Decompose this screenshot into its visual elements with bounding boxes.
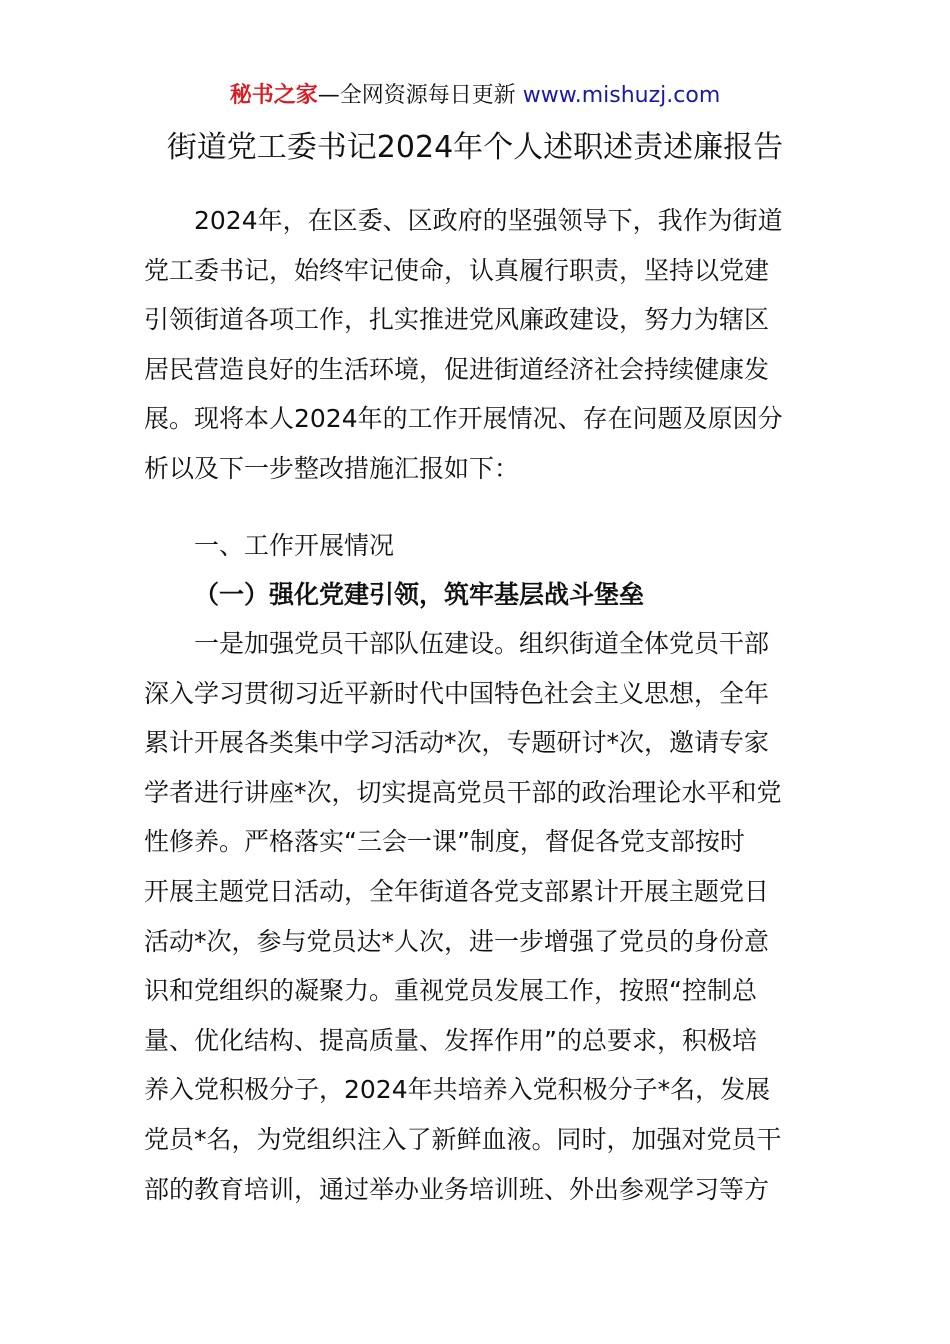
- text-line: 析以及下一步整改措施汇报如下：: [144, 453, 520, 483]
- brand-name: 秘书之家: [229, 83, 318, 108]
- text-line: 量、优化结构、提高质量、发挥作用”的总要求，积极培: [144, 1025, 757, 1055]
- text-line: 居民营造良好的生活环境，促进街道经济社会持续健康发: [144, 354, 770, 384]
- text-line: 深入学习贯彻习近平新时代中国特色社会主义思想，全年: [144, 678, 770, 708]
- section-heading: 一、工作开展情况: [194, 531, 395, 560]
- text-line: 部的教育培训，通过举办业务培训班、外出参观学习等方: [144, 1174, 770, 1204]
- text-line: 识和党组织的凝聚力。重视党员发展工作，按照“控制总: [144, 976, 757, 1006]
- text-line: 学者进行讲座*次，切实提高党员干部的政治理论水平和党: [144, 777, 782, 807]
- text-line: 展。现将本人2024年的工作开展情况、存在问题及原因分: [144, 404, 783, 434]
- text-line: 累计开展各类集中学习活动*次，专题研讨*次，邀请专家: [144, 728, 770, 758]
- subsection-heading: （一）强化党建引领，筑牢基层战斗堡垒: [194, 580, 645, 609]
- text-line: 党工委书记，始终牢记使命，认真履行职责，坚持以党建: [144, 255, 770, 285]
- text-line: 养入党积极分子，2024年共培养入党积极分子*名，发展: [144, 1075, 771, 1105]
- site-tagline: —全网资源每日更新: [317, 83, 523, 108]
- intro-paragraph: [144, 196, 808, 494]
- body-paragraph: [144, 619, 808, 1214]
- site-url-link[interactable]: www.mishuzj.com: [522, 83, 721, 108]
- text-line: 党员*名，为党组织注入了新鲜血液。同时，加强对党员干: [144, 1124, 782, 1154]
- site-header: [0, 80, 950, 112]
- document-title: 街道党工委书记2024年个人述职述责述廉报告: [166, 130, 784, 165]
- text-line: 开展主题党日活动，全年街道各党支部累计开展主题党日: [144, 876, 770, 906]
- text-line: 一是加强党员干部队伍建设。组织街道全体党员干部: [144, 629, 770, 658]
- text-line: 活动*次，参与党员达*人次，进一步增强了党员的身份意: [144, 926, 770, 956]
- text-line: 2024年，在区委、区政府的坚强领导下，我作为街道: [144, 206, 783, 235]
- text-line: 引领街道各项工作，扎实推进党风廉政建设，努力为辖区: [144, 305, 770, 335]
- text-line: 性修养。严格落实“三会一课”制度，督促各党支部按时: [144, 827, 745, 857]
